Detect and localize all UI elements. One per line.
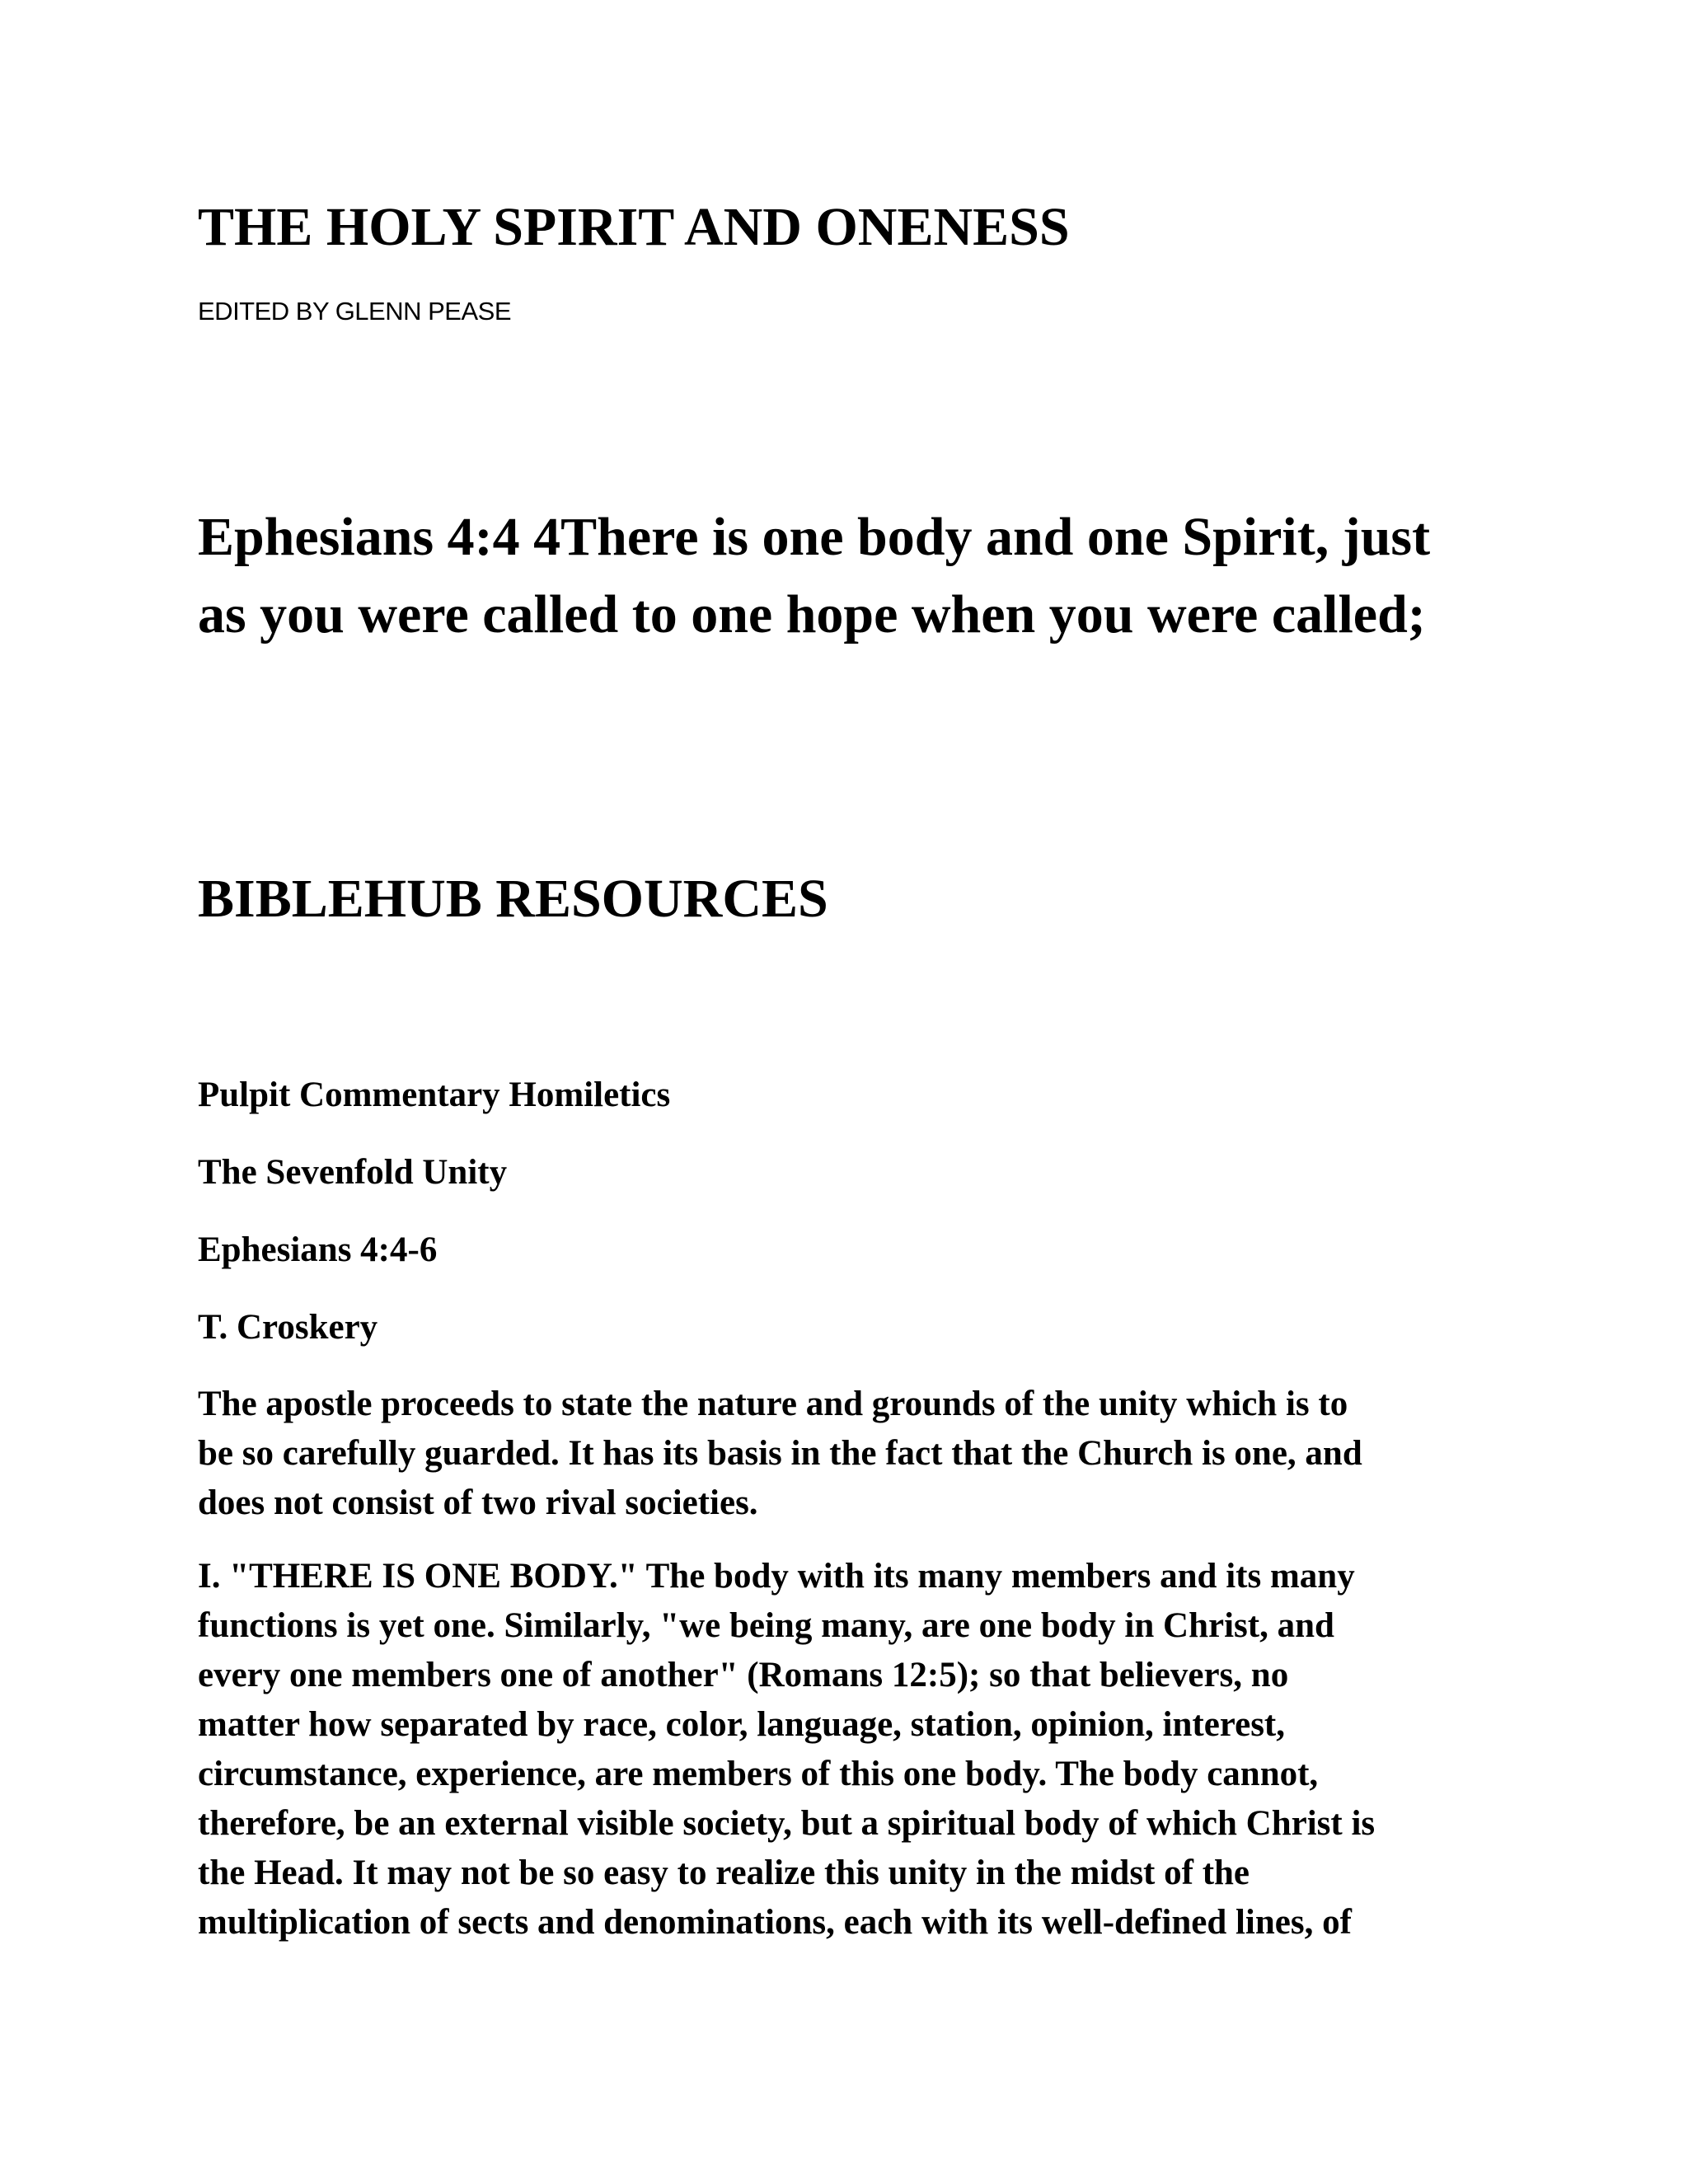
paragraph-intro xyxy=(198,1380,1533,1528)
section-heading: BIBLEHUB RESOURCES xyxy=(198,869,828,929)
paragraph-line: functions is yet one. Similarly, "we being many, are one body in Christ, and xyxy=(198,1606,1334,1645)
paragraph-line: the Head. It may not be so easy to realize this unity in the midst of the xyxy=(198,1854,1250,1892)
verse-line: as you were called to one hope when you were called; xyxy=(198,584,1426,644)
homily-title: The Sevenfold Unity xyxy=(198,1153,508,1192)
paragraph-line: I. "THERE IS ONE BODY." The body with its many members and its many xyxy=(198,1557,1355,1596)
paragraph-line: be so carefully guarded. It has its basis in the fact that the Church is one, and xyxy=(198,1434,1362,1473)
paragraph-one-body xyxy=(198,1552,1533,1947)
document-title: THE HOLY SPIRIT AND ONENESS xyxy=(198,197,1070,257)
editor-credit: EDITED BY GLENN PEASE xyxy=(198,297,511,326)
paragraph-line: therefore, be an external visible society, but a spiritual body of which Christ is xyxy=(198,1804,1376,1843)
paragraph-line: multiplication of sects and denominations, each with its well-defined lines, of xyxy=(198,1903,1352,1942)
scripture-reference: Ephesians 4:4-6 xyxy=(198,1230,438,1269)
paragraph-line: circumstance, experience, are members of this one body. The body cannot, xyxy=(198,1755,1319,1793)
paragraph-line: The apostle proceeds to state the nature and grounds of the unity which is to xyxy=(198,1385,1348,1423)
scripture-verse xyxy=(198,499,1533,654)
paragraph-line: matter how separated by race, color, language, station, opinion, interest, xyxy=(198,1705,1285,1744)
verse-line: Ephesians 4:4 4There is one body and one Spirit, just xyxy=(198,507,1431,567)
source-name: Pulpit Commentary Homiletics xyxy=(198,1076,671,1114)
paragraph-line: does not consist of two rival societies. xyxy=(198,1483,758,1522)
author-name: T. Croskery xyxy=(198,1308,378,1347)
paragraph-line: every one members one of another" (Romans 12:5); so that believers, no xyxy=(198,1656,1289,1694)
